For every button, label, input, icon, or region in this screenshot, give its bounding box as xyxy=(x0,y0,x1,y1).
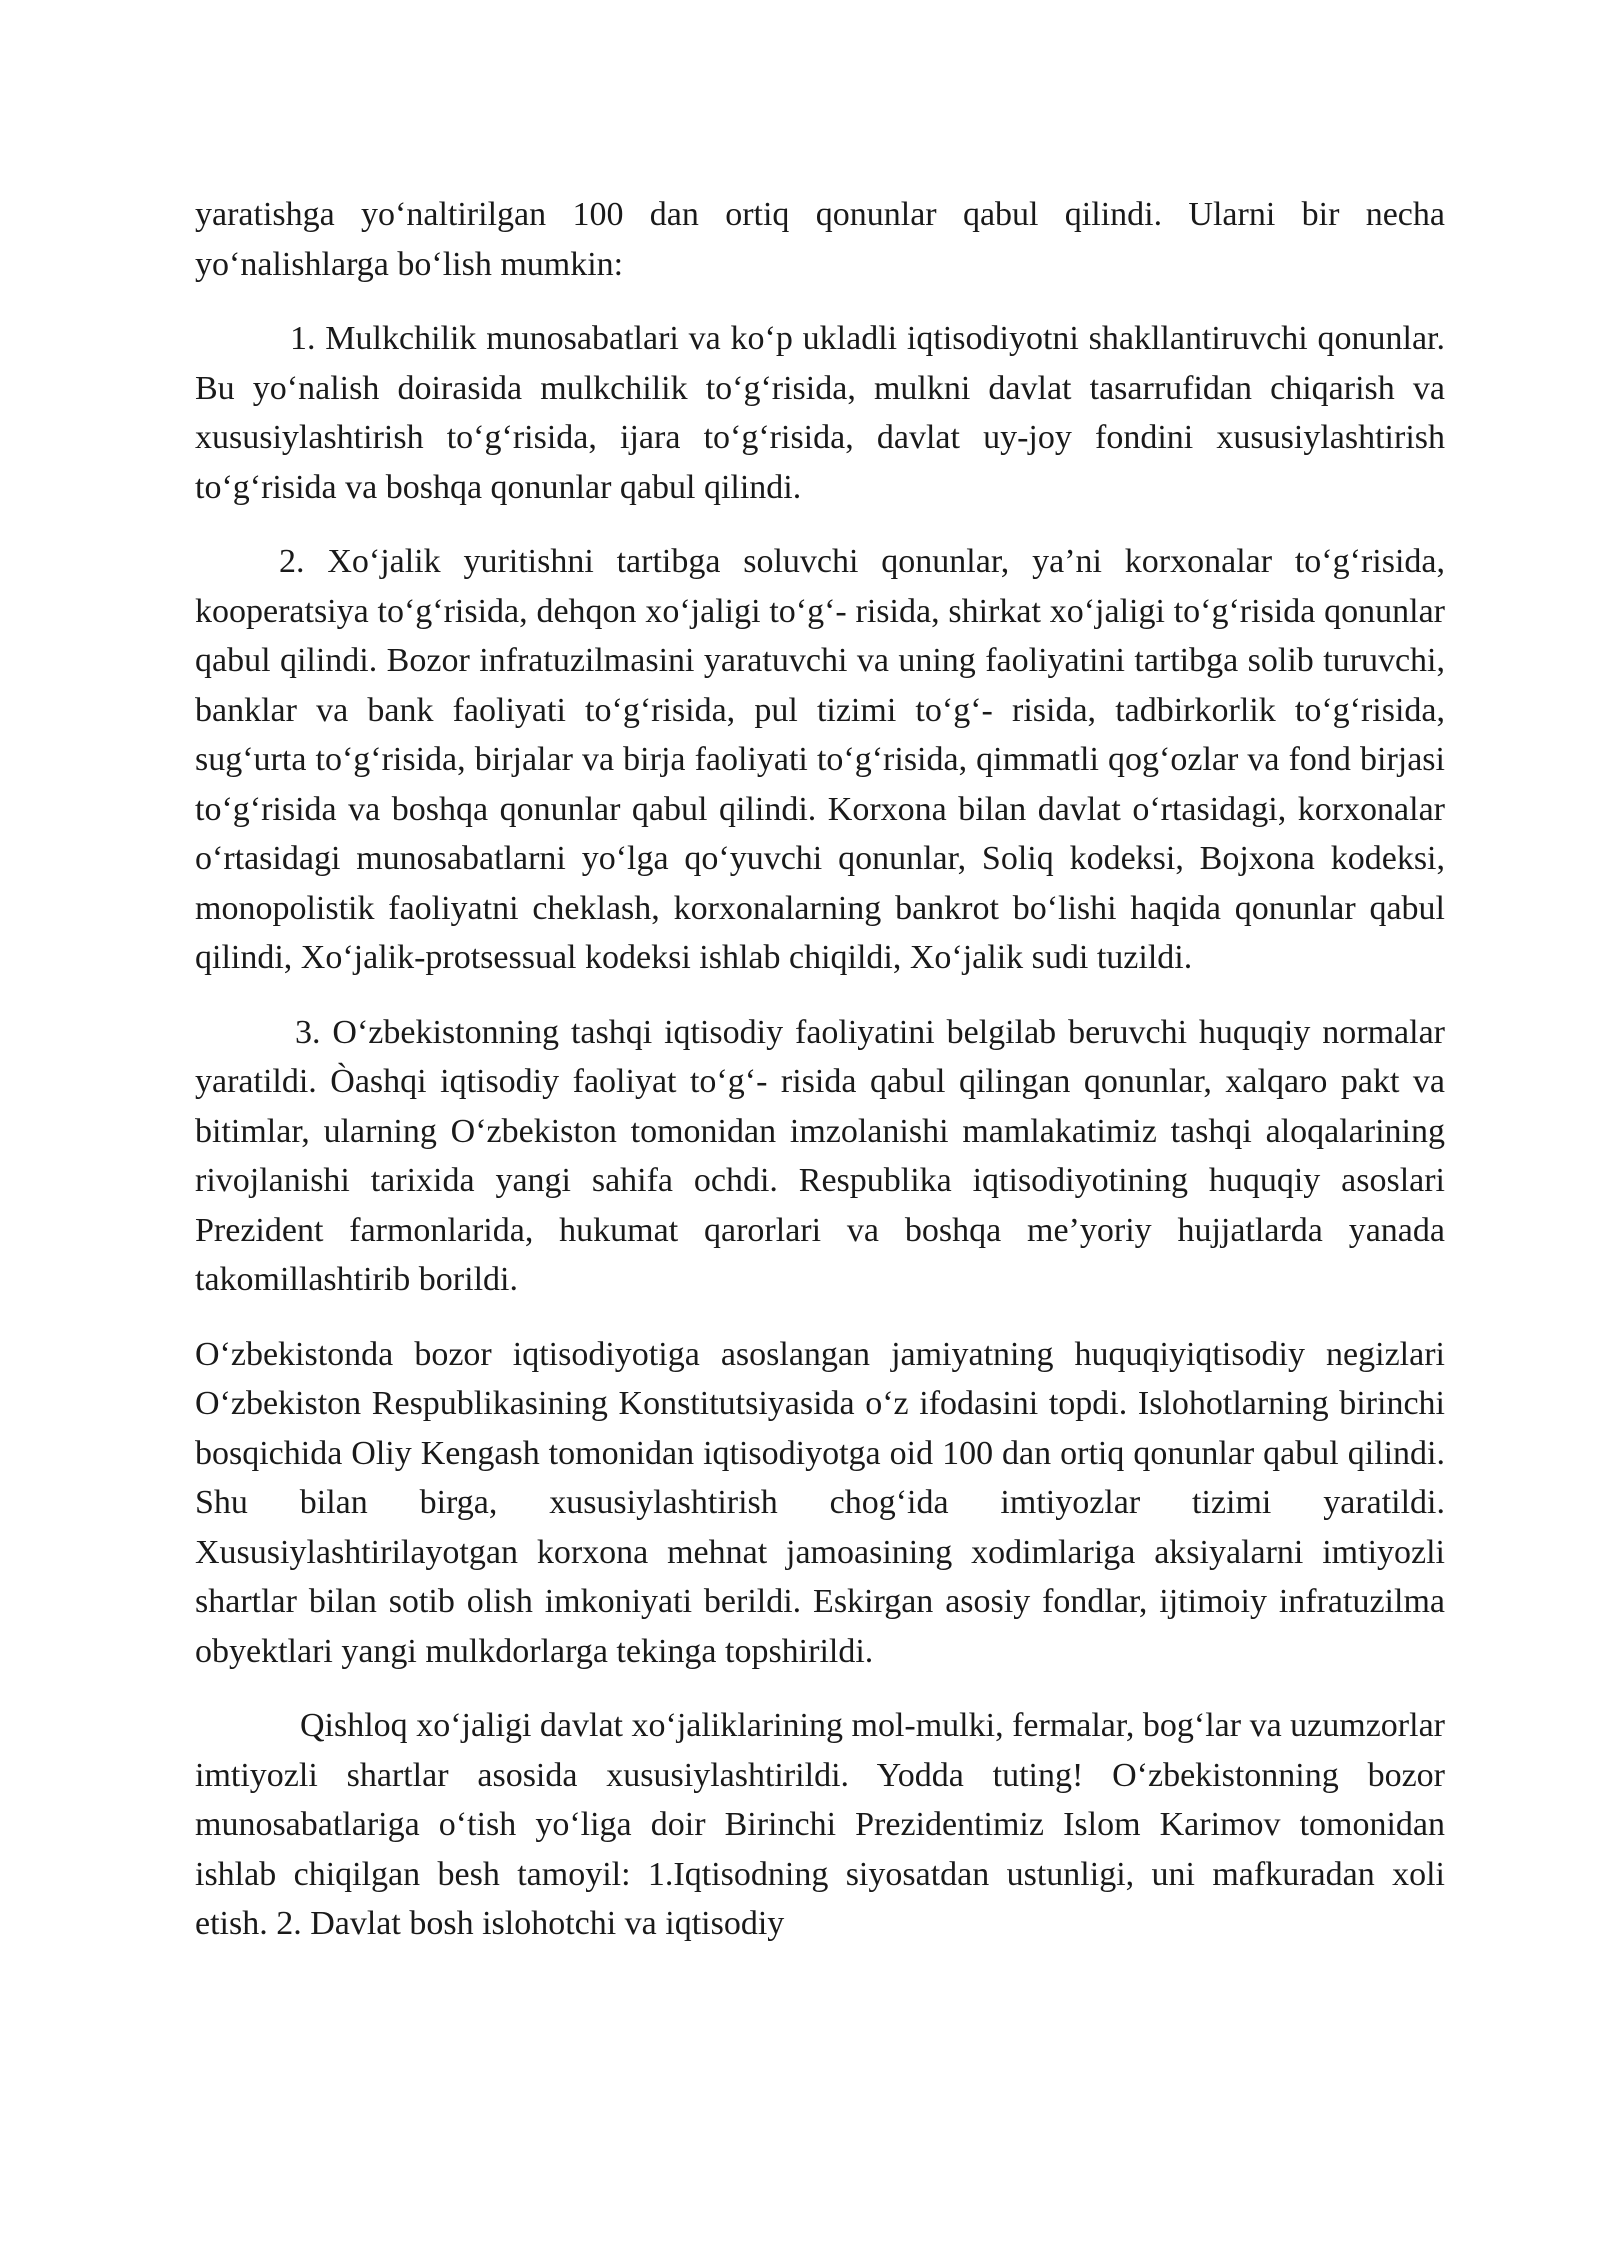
paragraph-ownership-laws: 1. Mulkchilik munosabatlari va ko‘p ukladli iqtisodiyotni shakllantiruvchi qonunlar. Bu yo‘nalish doirasida mulkchilik to‘g‘risida, mulkni davlat tasarrufidan chiqarish va xususiylashtirish to‘g‘risida, ijara to‘g‘risida, davlat uy-joy fondini xususiylashtirish to‘g‘risida va boshqa qonunlar qabul qilindi. xyxy=(195,320,1445,506)
document-body xyxy=(195,190,1445,1974)
paragraph-economic-management-laws: 2. Xo‘jalik yuritishni tartibga soluvchi qonunlar, ya’ni korxonalar to‘g‘risida, kooperatsiya to‘g‘risida, dehqon xo‘jaligi to‘g‘- risida, shirkat xo‘jaligi to‘g‘risida qonunlar qabul qilindi. Bozor infratuzilmasini yaratuvchi va uning faoliyatini tartibga solib turuvchi, banklar va bank faoliyati to‘g‘risida, pul tizimi to‘g‘- risida, tadbirkorlik to‘g‘risida, sug‘urta to‘g‘risida, birjalar va birja faoliyati to‘g‘risida, qimmatli qog‘ozlar va fond birjasi to‘g‘risida va boshqa qonunlar qabul qilindi. Korxona bilan davlat o‘rtasidagi, korxonalar o‘rtasidagi munosabatlarni yo‘lga qo‘yuvchi qonunlar, Soliq kodeksi, Bojxona kodeksi, monopolistik faoliyatni cheklash, korxonalarning bankrot bo‘lishi haqida qonunlar qabul qilindi, Xo‘jalik-protsessual kodeksi ishlab chiqildi, Xo‘jalik sudi tuzildi. xyxy=(195,543,1445,976)
paragraph-intro: yaratishga yo‘naltirilgan 100 dan ortiq qonunlar qabul qilindi. Ularni bir necha yo‘nalishlarga bo‘lish mumkin: xyxy=(195,196,1445,283)
paragraph-constitution-foundations: O‘zbekistonda bozor iqtisodiyotiga asoslangan jamiyatning huquqiyiqtisodiy negizlari O‘zbekiston Respublikasining Konstitutsiyasida o‘z ifodasini topdi. Islohotlarning birinchi bosqichida Oliy Kengash tomonidan iqtisodiyotga oid 100 dan ortiq qonunlar qabul qilindi. Shu bilan birga, xususiylashtirish chog‘ida imtiyozlar tizimi yaratildi. Xususiylashtirilayotgan korxona mehnat jamoasining xodimlariga aksiyalarni imtiyozli shartlar bilan sotib olish imkoniyati berildi. Eskirgan asosiy fondlar, ijtimoiy infratuzilma obyektlari yangi mulkdorlarga tekinga topshirildi. xyxy=(195,1335,1445,1670)
paragraph-agriculture-privatization: Qishloq xo‘jaligi davlat xo‘jaliklarining mol-mulki, fermalar, bog‘lar va uzumzorlar imtiyozli shartlar asosida xususiylashtirildi. Yodda tuting! O‘zbekistonning bozor munosabatlariga o‘tish yo‘liga doir Birinchi Prezidentimiz Islom Karimov tomonidan ishlab chiqilgan besh tamoyil: 1.Iqtisodning siyosatdan ustunligi, uni mafkuradan xoli etish. 2. Davlat bosh islohotchi va iqtisodiy xyxy=(195,1707,1445,1942)
paragraph-foreign-economic-norms: 3. O‘zbekistonning tashqi iqtisodiy faoliyatini belgilab beruvchi huquqiy normalar yaratildi. Òashqi iqtisodiy faoliyat to‘g‘- risida qabul qilingan qonunlar, xalqaro pakt va bitimlar, ularning O‘zbekiston tomonidan imzolanishi mamlakatimiz tashqi aloqalarining rivojlanishi tarixida yangi sahifa ochdi. Respublika iqtisodiyotining huquqiy asoslari Prezident farmonlarida, hukumat qarorlari va boshqa me’yoriy hujjatlarda yanada takomillashtirib borildi. xyxy=(195,1013,1445,1298)
